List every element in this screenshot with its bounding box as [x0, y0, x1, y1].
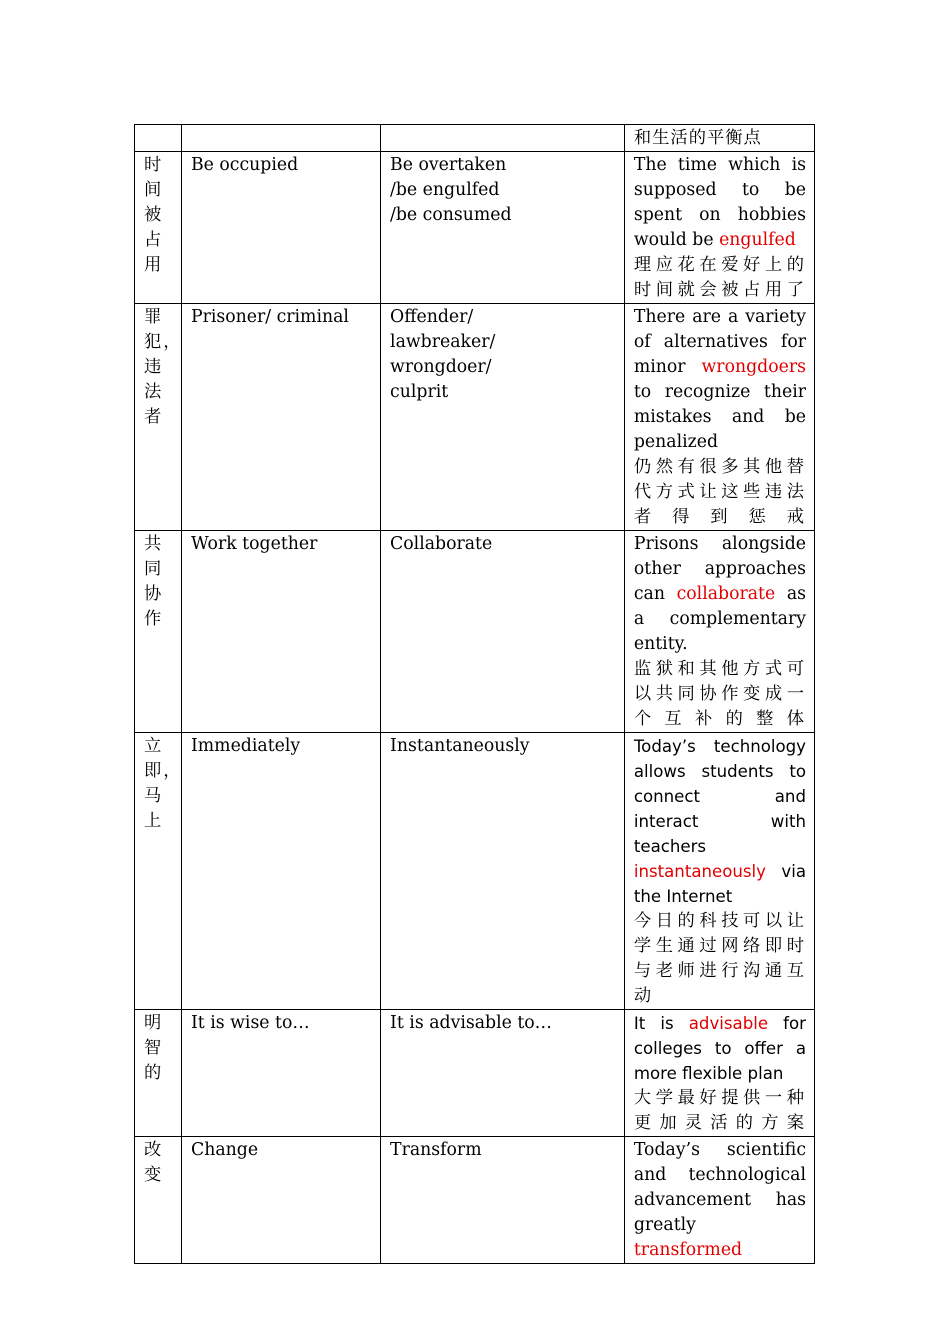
example-text: Today’s scientific and technological advancement has greatly [633, 1140, 806, 1235]
table-row [135, 1137, 815, 1264]
table-row [135, 733, 815, 1010]
example-translation: 和生活的平衡点 [633, 128, 762, 148]
table-row [135, 1010, 815, 1137]
advanced-expression: Instantaneously [390, 736, 530, 756]
advanced-expression: Offender/ [390, 307, 474, 327]
cn-term: 共同协作 [144, 534, 164, 629]
cn-term: 明智的 [144, 1013, 164, 1083]
example-cell [624, 304, 814, 531]
basic-expression: Immediately [190, 736, 301, 756]
example-cell [624, 1137, 814, 1264]
example-text: Prisons alongside other approaches can [633, 534, 806, 604]
advanced-expression: It is advisable to… [390, 1013, 552, 1033]
example-sentence [634, 305, 806, 455]
example-sentence [634, 734, 806, 909]
cn-term-cell [135, 304, 182, 531]
advanced-expression: culprit [390, 382, 449, 402]
highlighted-word: wrongdoers [701, 357, 806, 377]
advanced-expression-cell [381, 531, 625, 733]
basic-expression-cell [181, 1010, 380, 1137]
advanced-expression-cell [381, 1010, 625, 1137]
basic-expression-cell [181, 304, 380, 531]
basic-expression-cell [181, 152, 380, 304]
table-row [135, 304, 815, 531]
basic-expression: It is wise to… [190, 1013, 310, 1033]
example-translation: 大学最好提供一种更加灵活的方案 [633, 1088, 806, 1133]
basic-expression: Be occupied [190, 155, 299, 175]
cn-term-cell [135, 733, 182, 1010]
example-cell [624, 152, 814, 304]
advanced-expression: /be consumed [390, 205, 512, 225]
highlighted-word: instantaneously [633, 862, 766, 881]
basic-expression: Work together [190, 534, 318, 554]
example-text: as a complementary entity. [633, 584, 807, 654]
example-cell [624, 1010, 814, 1137]
advanced-expression-cell [381, 733, 625, 1010]
example-cell [624, 733, 814, 1010]
example-text: The time which is supposed to be spent on hobbies would be [633, 155, 806, 250]
table-row [135, 125, 815, 152]
cn-term-cell [135, 152, 182, 304]
example-cell [624, 125, 814, 152]
basic-expression-cell [181, 1137, 380, 1264]
advanced-expression: lawbreaker/ [390, 332, 496, 352]
example-text: It is [633, 1014, 689, 1033]
advanced-expression: Transform [390, 1140, 482, 1160]
advanced-expression: Collaborate [390, 534, 493, 554]
advanced-expression-cell [381, 152, 625, 304]
example-cell [624, 531, 814, 733]
advanced-expression: wrongdoer/ [390, 357, 492, 377]
table-row [135, 152, 815, 304]
example-text: There are a variety of alternatives for minor [633, 307, 806, 377]
example-sentence [634, 532, 806, 657]
cn-term-cell [135, 531, 182, 733]
advanced-expression: Be overtaken [390, 155, 507, 175]
basic-expression-cell [181, 733, 380, 1010]
advanced-expression-cell [381, 1137, 625, 1264]
cn-term-cell [135, 1137, 182, 1264]
example-text: to recognize their mistakes and be penalized [633, 382, 806, 452]
basic-expression-cell [181, 125, 380, 152]
vocabulary-table [134, 124, 815, 1264]
example-sentence [634, 153, 806, 253]
cn-term: 立即，马上 [144, 736, 183, 831]
highlighted-word: engulfed [719, 230, 796, 250]
cn-term-cell [135, 1010, 182, 1137]
example-translation: 理应花在爱好上的时间就会被占用了 [633, 255, 806, 300]
example-text: for colleges to offer a more flexible plan [633, 1014, 806, 1083]
example-text: Today’s technology allows students to connect and interact with teachers [633, 737, 806, 856]
advanced-expression: /be engulfed [390, 180, 500, 200]
highlighted-word: collaborate [676, 584, 776, 604]
example-sentence [634, 1138, 806, 1263]
advanced-expression-cell [381, 304, 625, 531]
example-text: via the Internet [633, 862, 806, 906]
cn-term: 时间被占用 [144, 155, 164, 275]
example-translation: 今日的科技可以让学生通过网络即时与老师进行沟通互动 [633, 911, 806, 1006]
highlighted-word: advisable [688, 1014, 769, 1033]
cn-term: 罪犯，违法者 [144, 307, 183, 427]
example-translation: 仍然有很多其他替代方式让这些违法者得到惩戒 [633, 457, 806, 527]
highlighted-word: transformed [633, 1240, 743, 1260]
example-translation: 监狱和其他方式可以共同协作变成一个互补的整体 [633, 659, 806, 729]
basic-expression: Prisoner/ criminal [190, 307, 349, 327]
example-sentence [634, 1011, 806, 1086]
table-row [135, 531, 815, 733]
basic-expression: Change [190, 1140, 259, 1160]
advanced-expression-cell [381, 125, 625, 152]
basic-expression-cell [181, 531, 380, 733]
cn-term: 改变 [144, 1140, 163, 1185]
cn-term-cell [135, 125, 182, 152]
